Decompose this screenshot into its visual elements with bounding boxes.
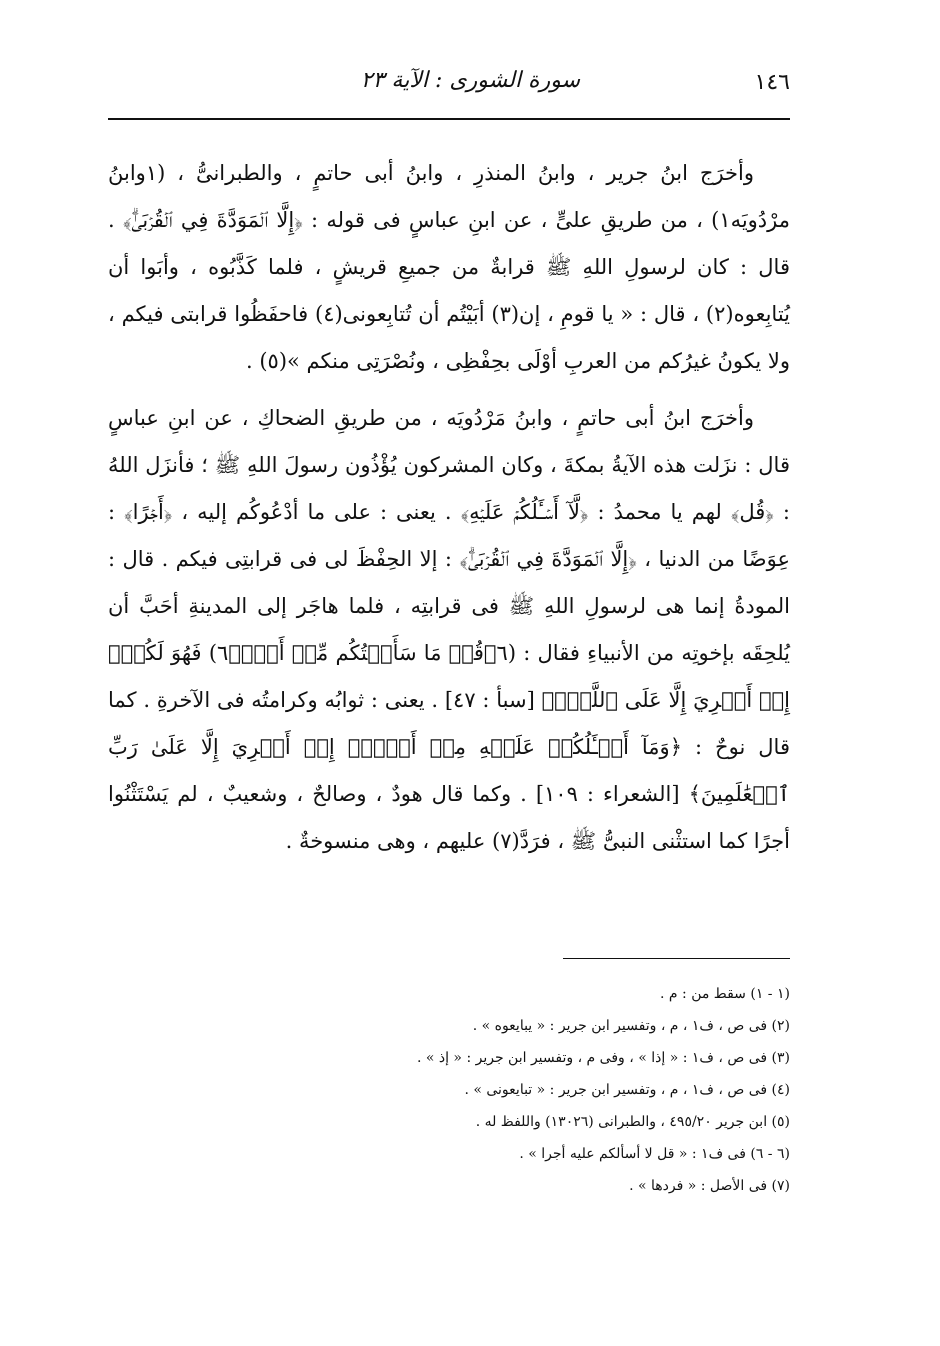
footnote-2: (٢) فى ص ، ف١ ، م ، وتفسير ابن جرير : « يبايعوه » .	[472, 1018, 790, 1034]
page-number: ١٤٦	[754, 70, 790, 95]
footnote-7: (٧) فى الأصل : « فردها » .	[629, 1178, 790, 1194]
paragraph-1: وأخرَج ابنُ جرير ، وابنُ المنذرِ ، وابنُ أبى حاتمٍ ، والطبرانىُّ ، (١وابنُ مرْدُويَه١) ، من طريقِ علىٍّ ، عن ابنِ عباسٍ فى قوله : ﴿إِلَّا ٱلۡمَوَدَّةَ فِي ٱلۡقُرۡبَىٰۗ﴾ . قال : كان لرسولِ اللهِ ﷺ قرابةٌ من جميعِ قريشٍ ، فلما كَذَّبُوه ، وأبَوا أن يُتابِعوه(٢) ، قال : « يا قومِ ، إن(٣) أبَيْتُم أن تُتابِعونى(٤) فاحفَظُوا قرابتى فيكم ، ولا يكونُ غيرُكم من العربِ أوْلَى بحِفْظِى ، ونُصْرَتِى منكم »(٥) .	[108, 161, 791, 373]
main-text	[108, 150, 790, 875]
running-title: سورة الشورى : الآية ٢٣	[360, 68, 580, 93]
footnotes	[108, 978, 790, 1202]
footnote-5: (٥) ابن جرير ٤٩٥/٢٠ ، والطبرانى (١٣٠٢٦) واللفظ له .	[475, 1114, 790, 1130]
paragraph-2: وأخرَج ابنُ أبى حاتمٍ ، وابنُ مَرْدُويَه ، من طريقِ الضحاكِ ، عن ابنِ عباسٍ قال : نزَلت هذه الآيةُ بمكةَ ، وكان المشركون يُؤْذُون رسولَ اللهِ ﷺ ؛ فأنزَل اللهُ : ﴿قُل﴾ لهم يا محمدُ : ﴿لَّآ أَسۡـَٔلُكُمۡ عَلَيۡهِ﴾ . يعنى : على ما أدْعُوكُم إليه ، ﴿أَجۡرًا﴾ : عِوَضًا من الدنيا ، ﴿إِلَّا ٱلۡمَوَدَّةَ فِي ٱلۡقُرۡبَىٰۗ﴾ : إلا الحِفْظَ لى فى قرابتِى فيكم . قال : المودةُ إنما هى لرسولِ اللهِ ﷺ فى قرابتِه ، فلما هاجَر إلى المدينةِ أحَبَّ أن يُلحِقَه بإخوتِه من الأنبياءِ فقال : (٦﴿قُلۡ مَا سَأَلۡتُكُم مِّنۡ أَجۡرٖ٦) فَهُوَ لَكُمۡۖ إِنۡ أَجۡرِيَ إِلَّا عَلَى ٱللَّهِۖ﴾ [سبأ : ٤٧] . يعنى : ثوابُه وكرامتُه فى الآخرةِ . كما قال نوحٌ : ﴿وَمَآ أَسۡـَٔلُكُمۡ عَلَيۡهِ مِنۡ أَجۡرٍۖ إِنۡ أَجۡرِيَ إِلَّا عَلَىٰ رَبِّ ٱلۡعَٰلَمِينَ﴾ [الشعراء : ١٠٩] . وكما قال هودٌ ، وصالحٌ ، وشعيبٌ ، لم يَسْتَثْنُوا أجرًا كما استثْنى النبىُّ ﷺ ، فرَدَّ(٧) عليهم ، وهى منسوخةٌ .	[108, 406, 791, 853]
footnote-6: (٦ - ٦) فى ف١ : « قل لا أسألكم عليه أجرا » .	[519, 1146, 790, 1162]
header-divider	[108, 118, 790, 120]
footnote-divider	[563, 958, 790, 959]
footnote-1: (١ - ١) سقط من : م .	[660, 986, 790, 1002]
footnote-4: (٤) فى ص ، ف١ ، م ، وتفسير ابن جرير : « تبايعونى » .	[464, 1082, 790, 1098]
footnote-3: (٣) فى ص ، ف١ : « إذا » ، وفى م ، وتفسير ابن جرير : « إذ » .	[416, 1050, 790, 1066]
page-header	[108, 68, 790, 108]
